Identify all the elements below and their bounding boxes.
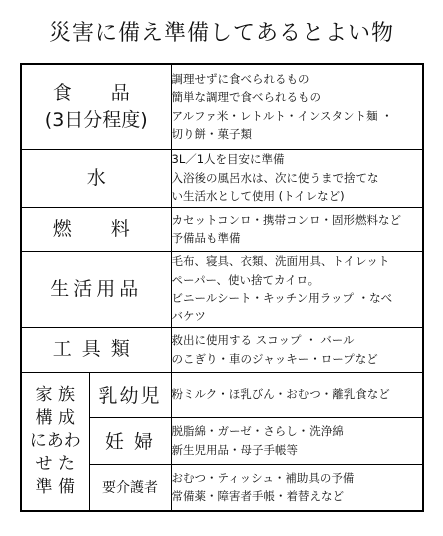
item-text: 予備品も準備 (171, 231, 241, 245)
family-label-line: せ た (35, 453, 75, 474)
item-text: 調理せずに食べられるもの (171, 71, 310, 86)
category-water (21, 149, 171, 207)
family-label-line: にあわ (29, 430, 81, 451)
family-label-line: 構 成 (35, 407, 75, 428)
category-label: 水 (86, 166, 106, 189)
item-text: 簡単な調理で食べられるもの (171, 90, 322, 105)
supplies-table (20, 63, 424, 512)
item-text: 救出に使用する スコップ ・ バール (171, 333, 355, 348)
family-label-line: 家 族 (35, 384, 75, 405)
item-text: ペーパー、使い捨てカイロ。 (171, 272, 320, 287)
items-care-receiver (171, 464, 423, 511)
category-label: 燃 料 (52, 217, 140, 240)
family-label-line: 準 備 (35, 476, 75, 497)
subcategory-pregnant: 妊 婦 (89, 417, 171, 464)
subcategory-care-receiver: 要介護者 (89, 464, 171, 511)
table-row (21, 64, 423, 149)
table-row (21, 327, 423, 372)
items-food (171, 64, 423, 149)
category-label: 食 品 (52, 82, 140, 105)
items-daily-goods (171, 251, 423, 327)
subcategory-infant: 乳幼児 (89, 372, 171, 417)
category-tools (21, 327, 171, 372)
category-label: 生活用品 (50, 277, 143, 300)
item-text: 切り餅・菓子類 (171, 127, 253, 142)
item-text: 新生児用品・母子手帳等 (171, 442, 299, 457)
item-text: カセットコンロ・携帯コンロ・固形燃料など (171, 212, 402, 227)
item-text: 毛布、寝具、衣類、洗面用具、トイレット (171, 254, 390, 269)
item-text: ビニールシート・キッチン用ラップ ・なべ (171, 291, 393, 305)
category-food (21, 64, 171, 149)
items-pregnant (171, 417, 423, 464)
family-composition-label (21, 372, 89, 511)
item-text: 入浴後の風呂水は、次に使うまで捨てな (171, 170, 379, 185)
items-water (171, 149, 423, 207)
items-infant (171, 372, 423, 417)
items-tools (171, 327, 423, 372)
table-row (21, 149, 423, 207)
category-daily-goods (21, 251, 171, 327)
item-text: バケツ (171, 309, 206, 324)
item-text: い生活水として使用 (トイレなど) (171, 189, 345, 204)
item-text: 3L／1人を目安に準備 (171, 152, 285, 167)
item-text: のこぎり・車のジャッキー・ロープなど (171, 351, 378, 366)
items-fuel (171, 207, 423, 251)
page-title: 災害に備え準備してあるとよい物 (48, 21, 394, 46)
category-label: 工具類 (52, 338, 140, 361)
item-text: アルファ米・レトルト・インスタント麺 ・ (171, 108, 393, 123)
table-row (21, 251, 423, 327)
item-text: 脱脂綿・ガーゼ・さらし・洗浄綿 (171, 424, 344, 439)
category-sublabel: (3日分程度) (44, 108, 148, 131)
table-row (21, 372, 423, 417)
category-fuel (21, 207, 171, 251)
item-text: 常備薬・障害者手帳・着替えなど (171, 489, 345, 504)
item-text: おむつ・ティッシュ・補助具の予備 (171, 470, 355, 485)
item-text: 粉ミルク・ほ乳びん・おむつ・離乳食など (171, 387, 390, 402)
table-row (21, 207, 423, 251)
